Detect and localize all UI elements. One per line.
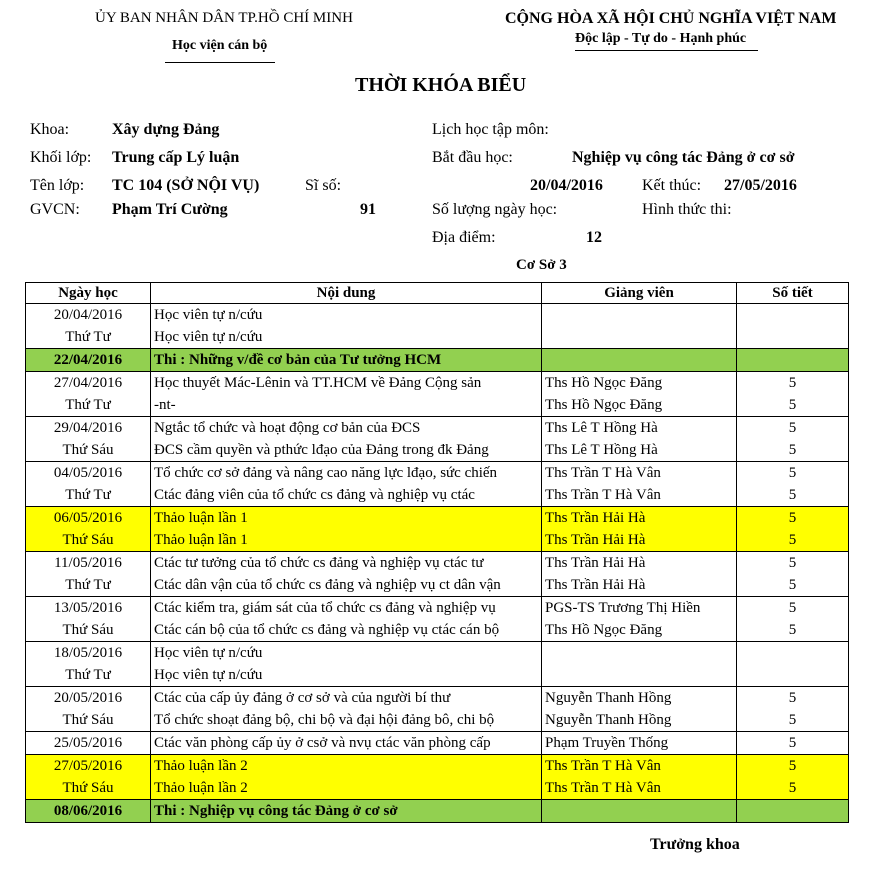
cell-content: Tổ chức shoạt đảng bộ, chi bộ và đại hội đảng bô, chi bộ — [151, 709, 542, 732]
khoilop-value: Trung cấp Lý luận — [112, 149, 240, 166]
cell-periods: 5 — [737, 507, 849, 530]
cell-periods — [737, 349, 849, 372]
diadiem-label: Địa điểm: — [432, 229, 496, 246]
cell-periods: 5 — [737, 417, 849, 440]
org-underline — [165, 62, 275, 63]
nation-motto: Độc lập - Tự do - Hạnh phúc — [575, 31, 747, 46]
cell-periods: 5 — [737, 709, 849, 732]
cell-content: Ctác của cấp ủy đảng ở cơ sở và của người bí thư — [151, 687, 542, 710]
cell-teacher — [542, 349, 737, 372]
table-row — [26, 552, 849, 575]
cell-content: Học viên tự n/cứu — [151, 326, 542, 349]
soluong-value: 12 — [586, 229, 602, 246]
lichhoc-label: Lịch học tập môn: — [432, 121, 549, 138]
signature-title: Trưởng khoa — [650, 836, 740, 853]
cell-periods — [737, 800, 849, 823]
cell-teacher: Ths Lê T Hồng Hà — [542, 417, 737, 440]
cell-date: Thứ Sáu — [26, 529, 151, 552]
cell-teacher — [542, 326, 737, 349]
cell-content: Thảo luận lần 1 — [151, 529, 542, 552]
cell-periods: 5 — [737, 372, 849, 395]
cell-date: 27/04/2016 — [26, 372, 151, 395]
cell-periods: 5 — [737, 394, 849, 417]
table-row — [26, 507, 849, 530]
cell-periods: 5 — [737, 462, 849, 485]
table-row — [26, 664, 849, 687]
cell-date: Thứ Tư — [26, 484, 151, 507]
cell-content: Thảo luận lần 2 — [151, 777, 542, 800]
header-teacher: Giảng viên — [542, 283, 737, 304]
table-row — [26, 755, 849, 778]
cell-content: Thảo luận lần 1 — [151, 507, 542, 530]
gvcn-value: Phạm Trí Cường — [112, 201, 228, 218]
cell-periods: 5 — [737, 687, 849, 710]
table-row — [26, 777, 849, 800]
table-row — [26, 304, 849, 327]
cell-content: Ctác cán bộ của tổ chức cs đảng và nghiệp vụ ctác cán bộ — [151, 619, 542, 642]
cell-content: Ctác văn phòng cấp ủy ở csở và nvụ ctác văn phòng cấp — [151, 732, 542, 755]
cell-date: Thứ Sáu — [26, 439, 151, 462]
cell-content: Tổ chức cơ sở đảng và nâng cao năng lực lđạo, sức chiến — [151, 462, 542, 485]
table-row — [26, 687, 849, 710]
cell-teacher: Ths Trần T Hà Vân — [542, 484, 737, 507]
cell-periods: 5 — [737, 597, 849, 620]
cell-teacher: Ths Trần Hải Hà — [542, 507, 737, 530]
cell-periods: 5 — [737, 484, 849, 507]
header-date: Ngày học — [26, 283, 151, 304]
table-row — [26, 349, 849, 372]
cell-content: Ngtắc tổ chức và hoạt động cơ bản của ĐCS — [151, 417, 542, 440]
table-row — [26, 372, 849, 395]
cell-content: -nt- — [151, 394, 542, 417]
cell-periods — [737, 304, 849, 327]
cell-date: Thứ Tư — [26, 394, 151, 417]
cell-periods: 5 — [737, 529, 849, 552]
page-title: THỜI KHÓA BIỂU — [355, 74, 527, 96]
cell-date: 27/05/2016 — [26, 755, 151, 778]
table-row — [26, 439, 849, 462]
cell-content: Thảo luận lần 2 — [151, 755, 542, 778]
batdau-value: 20/04/2016 — [530, 177, 603, 194]
cell-content: Học viên tự n/cứu — [151, 642, 542, 665]
cell-date: 13/05/2016 — [26, 597, 151, 620]
cell-date: 11/05/2016 — [26, 552, 151, 575]
header-periods: Số tiết — [737, 283, 849, 304]
table-row — [26, 709, 849, 732]
table-row — [26, 732, 849, 755]
cell-periods: 5 — [737, 574, 849, 597]
cell-teacher: Nguyễn Thanh Hồng — [542, 687, 737, 710]
cell-date: Thứ Sáu — [26, 777, 151, 800]
ketthuc-value: 27/05/2016 — [724, 177, 797, 194]
cell-content: Ctác dân vận của tổ chức cs đảng và nghiệp vụ ct dân vận — [151, 574, 542, 597]
khoa-label: Khoa: — [30, 121, 70, 138]
cell-teacher: Ths Trần Hải Hà — [542, 552, 737, 575]
cell-date: 18/05/2016 — [26, 642, 151, 665]
cell-content: Ctác tư tưởng của tổ chức cs đảng và nghiệp vụ ctác tư — [151, 552, 542, 575]
table-row — [26, 800, 849, 823]
cell-content: Ctác đảng viên của tổ chức cs đảng và nghiệp vụ ctác — [151, 484, 542, 507]
cell-date: 06/05/2016 — [26, 507, 151, 530]
cell-date: 04/05/2016 — [26, 462, 151, 485]
cell-periods: 5 — [737, 755, 849, 778]
cell-date: Thứ Sáu — [26, 619, 151, 642]
cell-date: 22/04/2016 — [26, 349, 151, 372]
cell-teacher: PGS-TS Trương Thị Hiền — [542, 597, 737, 620]
tenlop-value: TC 104 (SỞ NỘI VỤ) — [112, 177, 260, 194]
cell-date: Thứ Tư — [26, 664, 151, 687]
table-row — [26, 417, 849, 440]
cell-periods: 5 — [737, 777, 849, 800]
cell-content: Thi : Những v/đề cơ bản của Tư tưởng HCM — [151, 349, 542, 372]
org-subunit: Học viện cán bộ — [172, 38, 268, 53]
table-row — [26, 326, 849, 349]
cell-teacher: Phạm Truyền Thống — [542, 732, 737, 755]
cell-teacher: Ths Lê T Hồng Hà — [542, 439, 737, 462]
cell-periods — [737, 642, 849, 665]
subject-value: Nghiệp vụ công tác Đảng ở cơ sở — [572, 149, 795, 166]
cell-content: Thi : Nghiệp vụ công tác Đảng ở cơ sở — [151, 800, 542, 823]
cell-teacher: Ths Trần Hải Hà — [542, 574, 737, 597]
cell-teacher: Ths Trần T Hà Vân — [542, 755, 737, 778]
cell-teacher: Ths Trần Hải Hà — [542, 529, 737, 552]
cell-teacher: Ths Trần T Hà Vân — [542, 777, 737, 800]
cell-periods: 5 — [737, 732, 849, 755]
siso-label: Sĩ số: — [305, 177, 342, 194]
tenlop-label: Tên lớp: — [30, 177, 85, 194]
timetable — [25, 282, 849, 823]
cell-date: 20/05/2016 — [26, 687, 151, 710]
cell-teacher: Ths Hồ Ngọc Đăng — [542, 394, 737, 417]
table-row — [26, 642, 849, 665]
cell-periods: 5 — [737, 619, 849, 642]
gvcn-label: GVCN: — [30, 201, 80, 218]
nation-name: CỘNG HÒA XÃ HỘI CHỦ NGHĨA VIỆT NAM — [505, 10, 837, 27]
motto-underline — [575, 50, 758, 51]
cell-teacher — [542, 664, 737, 687]
table-row — [26, 597, 849, 620]
cell-teacher — [542, 800, 737, 823]
table-row — [26, 462, 849, 485]
ketthuc-label: Kết thúc: — [642, 177, 702, 194]
table-row — [26, 484, 849, 507]
cell-teacher: Nguyễn Thanh Hồng — [542, 709, 737, 732]
batdau-label: Bắt đầu học: — [432, 149, 513, 166]
cell-teacher — [542, 304, 737, 327]
cell-content: Học viên tự n/cứu — [151, 664, 542, 687]
khoa-value: Xây dựng Đảng — [112, 121, 220, 138]
cell-date: 20/04/2016 — [26, 304, 151, 327]
table-row — [26, 394, 849, 417]
cell-date: Thứ Tư — [26, 574, 151, 597]
org-name: ỦY BAN NHÂN DÂN TP.HỒ CHÍ MINH — [95, 10, 353, 26]
cell-date: Thứ Tư — [26, 326, 151, 349]
cell-teacher: Ths Hồ Ngọc Đăng — [542, 619, 737, 642]
cell-periods: 5 — [737, 552, 849, 575]
cell-date: 25/05/2016 — [26, 732, 151, 755]
cell-date: 08/06/2016 — [26, 800, 151, 823]
cell-periods: 5 — [737, 439, 849, 462]
cell-content: ĐCS cầm quyền và pthức lđạo của Đảng trong đk Đảng — [151, 439, 542, 462]
cell-date: Thứ Sáu — [26, 709, 151, 732]
cell-teacher: Ths Hồ Ngọc Đăng — [542, 372, 737, 395]
cell-content: Ctác kiểm tra, giám sát của tổ chức cs đảng và nghiệp vụ — [151, 597, 542, 620]
siso-value: 91 — [360, 201, 376, 218]
cell-periods — [737, 664, 849, 687]
table-row — [26, 619, 849, 642]
cell-content: Học viên tự n/cứu — [151, 304, 542, 327]
hinhthuc-label: Hình thức thi: — [642, 201, 732, 218]
cell-teacher: Ths Trần T Hà Vân — [542, 462, 737, 485]
khoilop-label: Khối lớp: — [30, 149, 92, 166]
diadiem-value: Cơ Sở 3 — [516, 257, 567, 273]
table-header-row — [26, 283, 849, 304]
header-content: Nội dung — [151, 283, 542, 304]
cell-teacher — [542, 642, 737, 665]
table-row — [26, 574, 849, 597]
table-row — [26, 529, 849, 552]
cell-content: Học thuyết Mác-Lênin và TT.HCM về Đảng Cộng sản — [151, 372, 542, 395]
cell-date: 29/04/2016 — [26, 417, 151, 440]
soluong-label: Số lượng ngày học: — [432, 201, 558, 218]
cell-periods — [737, 326, 849, 349]
